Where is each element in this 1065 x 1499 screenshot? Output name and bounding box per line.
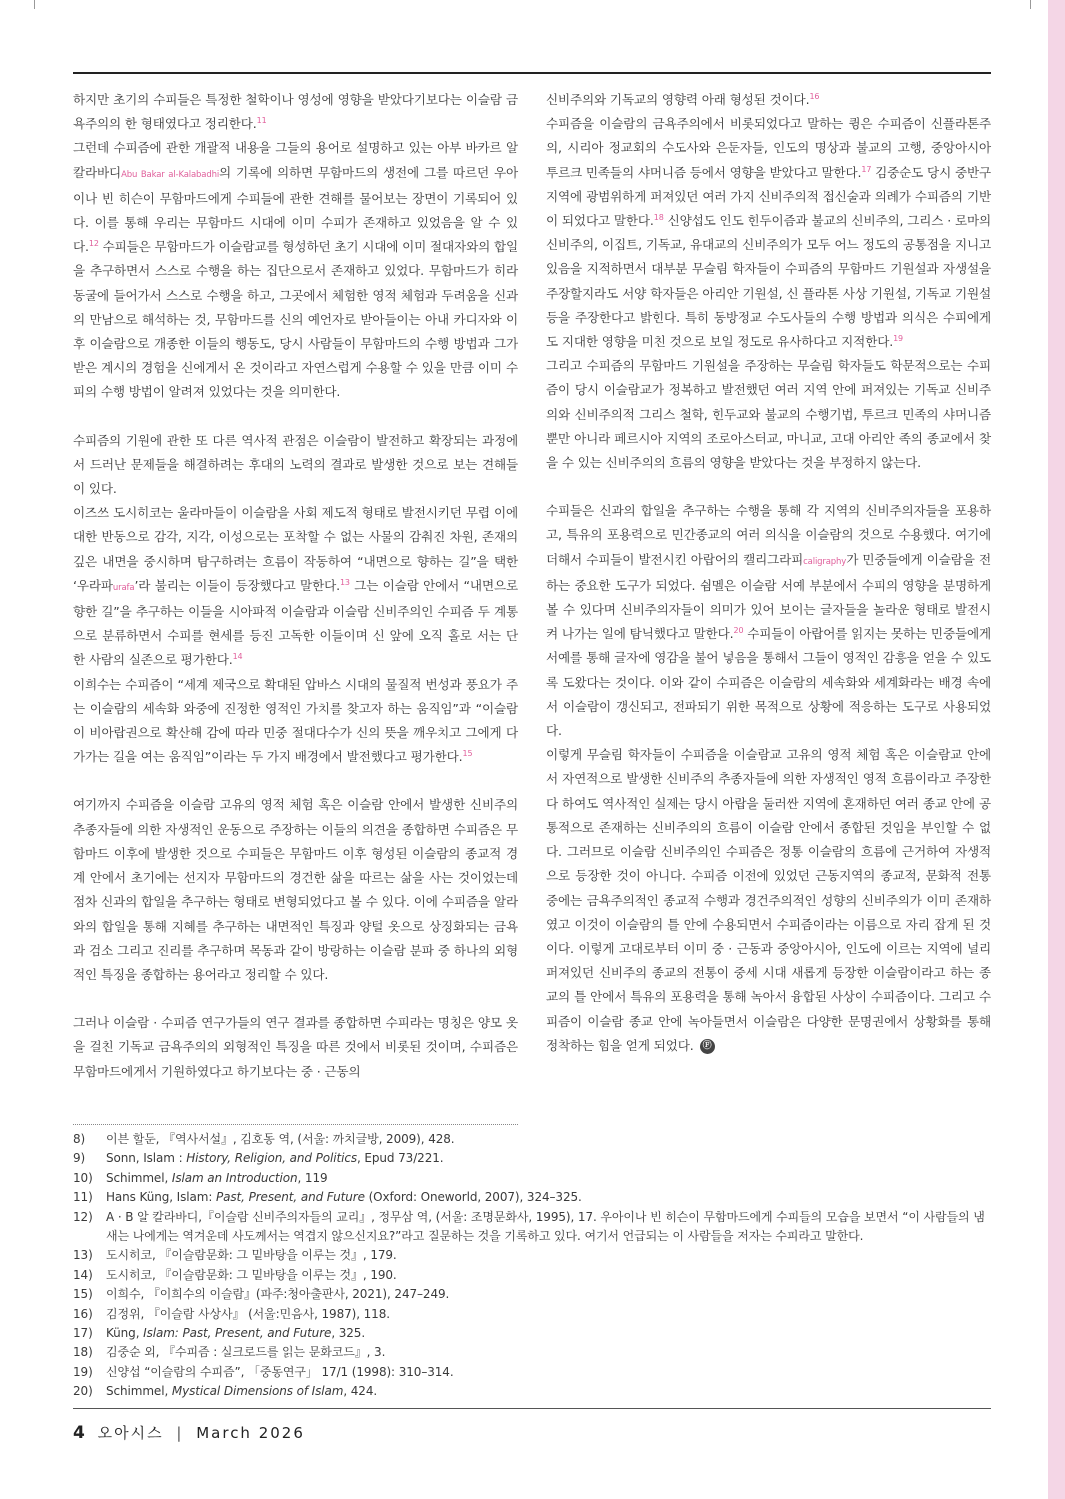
paragraph	[73, 136, 518, 404]
text-run: 김정위, 『이슬람 사상사』 (서울:민음사, 1987), 118.	[106, 1306, 390, 1321]
footnote	[73, 1382, 993, 1401]
text-run: 이븐 할둔, 『역사서설』, 김호동 역, (서울: 까치글방, 2009), 428.	[106, 1132, 455, 1146]
original-term: caligraphy	[803, 556, 847, 567]
footnote	[73, 1208, 993, 1247]
original-term: Abu Bakar al-Kalabadhi	[121, 169, 220, 180]
text-run: ’라 불리는 이들이 등장했다고 말한다.	[134, 577, 340, 593]
text-run: 수피들은 신과의 합일을 추구하는 수행을 통해 각 지역의 신비주의자들을 포용하고, 특유의 포용력으로 민간종교의 여러 의식을 이슬람의 것으로 수용했다. 여기에 더해서 수피들이 발전시킨 아랍어의 캘리그라피	[546, 503, 991, 567]
italic-title: Islam: Past, Present, and Future	[143, 1326, 332, 1341]
text-run: A · B 알 칼라바디,『이슬람 신비주의자들의 교리』, 정무삼 역, (서울: 조명문화사, 1995), 17. 우아이나 빈 히슨이 무함마드에게 수피들의 모습을 보면서 “이 사람들의 냄새는 나에게는 역겨운데 사도께서는 역겹지 않으신지요?”라고 질문하는 것을 기록하고 있다. 여기서 언급되는 이 사람들을 저자는 수피라고 말한다.	[106, 1209, 985, 1244]
text-run: , 325.	[331, 1326, 366, 1341]
crop-mark-top-right	[1030, 0, 1031, 9]
text-run: , 119	[297, 1170, 328, 1185]
footnote-number: 18)	[73, 1345, 93, 1360]
footnote	[73, 1324, 993, 1343]
text-run: 이희수는 수피즘이 “세계 제국으로 확대된 압바스 시대의 물질적 번성과 풍요가 주는 이슬람의 세속화 와중에 진정한 영적인 가치를 찾고자 하는 움직임”과 “이슬람이 비아랍권으로 확산해 감에 따라 민중 절대다수가 신의 뜻을 깨우치고 그에게 다가가는 길을 여는 움직임”이라는 두 가지 배경에서 발전했다고 평가한다.	[73, 676, 518, 765]
page-number: 4	[73, 1423, 85, 1443]
footnote-number: 13)	[73, 1248, 93, 1263]
text-run: Schimmel,	[106, 1384, 172, 1399]
text-run: (Oxford: Oneworld, 2007), 324–325.	[364, 1190, 582, 1205]
left-column	[73, 88, 518, 1084]
footnote-number: 10)	[73, 1170, 93, 1185]
footnote-ref: 17	[861, 164, 872, 174]
text-run: 수피즘의 기원에 관한 또 다른 역사적 관점은 이슬람이 발전하고 확장되는 과정에서 드러난 문제들을 해결하려는 후대의 노력의 결과로 발생한 것으로 보는 견해들이 있다.	[73, 432, 518, 497]
folio-separator: |	[176, 1424, 184, 1442]
text-run: 여기까지 수피즘을 이슬람 고유의 영적 체험 혹은 이슬람 안에서 발생한 신비주의 추종자들에 의한 자생적인 운동으로 주장하는 이들의 의견을 종합하면 수피즘은 무함마드 이후에 발생한 것으로 수피들은 무함마드 이후 형성된 이슬람의 종교적 경계 안에서 초기에는 선지자 무함마드의 경건한 삶을 따르는 삶을 사는 것이었는데 점차 신과의 합일을 추구하는 형태로 변형되었다고 볼 수 있다. 이에 수피즘을 알라와의 합일을 통해 지혜를 추구하는 내면적인 특징과 양털 옷으로 상징화되는 금욕과 검소 그리고 진리를 추구하며 목동과 같이 방랑하는 이슬람 분파 중 하나의 외형적인 특징을 종합하는 용어라고 정리할 수 있다.	[73, 797, 518, 982]
text-run: 그는 이슬람 안에서 “내면으로 향한 길”을 추구하는 이들을 시아파적 이슬람과 이슬람 신비주의인 수피즘 두 계통으로 분류하면서 수피를 현세를 등진 고독한 이들이며 신 앞에 오직 홀로 서는 단 한 사람의 실존으로 평가한다.	[73, 577, 518, 668]
text-run: 하지만 초기의 수피들은 특정한 철학이나 영성에 영향을 받았다기보다는 이슬람 금욕주의의 한 형태였다고 정리한다.	[73, 92, 518, 132]
text-run: 도시히코, 『이슬람문화: 그 밑바탕을 이루는 것』, 179.	[106, 1248, 397, 1263]
footnote	[73, 1285, 993, 1304]
paragraph	[546, 88, 991, 112]
footnote-number: 16)	[73, 1306, 93, 1321]
text-run: 이희수, 『이희수의 이슬람』(파주:청아출판사, 2021), 247–249.	[106, 1287, 450, 1302]
footnote-number: 12)	[73, 1209, 93, 1224]
text-run: 수피즘을 이슬람의 금욕주의에서 비롯되었다고 말하는 큉은 수피즘이 신플라톤주의, 시리아 정교회의 수도사와 은둔자들, 인도의 명상과 불교의 고행, 중앙아시아 투르크 민족들의 샤머니즘 등에서 영향을 받았다고 말한다.	[546, 116, 991, 180]
footnote	[73, 1149, 993, 1168]
footnote-ref: 15	[462, 749, 473, 759]
paragraph	[73, 429, 518, 502]
text-run: 신양섭도 인도 힌두이즘과 불교의 신비주의, 그리스 · 로마의 신비주의, 이집트, 기독교, 유대교의 신비주의가 모두 어느 정도의 공통점을 지니고 있음을 지적하면서 대부분 무슬림 학자들이 수피즘의 무함마드 기원설과 자생설을 주장할지라도 서양 학자들은 아리안 기원설, 신 플라톤 사상 기원설, 기독교 기원설 등을 주장한다고 밝힌다. 특히 동방정교 수도사들의 수행 방법과 의식은 수피에게도 지대한 영향을 미친 것으로 보일 정도로 유사하다고 지적한다.	[546, 213, 992, 350]
footnote-number: 17)	[73, 1326, 93, 1341]
right-column	[546, 88, 991, 1058]
text-run: 수피들이 아랍어를 읽지는 못하는 민중들에게 서예를 통해 글자에 영감을 불어 넣음을 통해서 그들이 영적인 감흥을 얻을 수 있도록 도왔다는 것이다. 이와 같이 수피즘은 이슬람의 세속화와 세계화라는 배경 속에서 이슬람이 갱신되고, 전파되기 위한 목적으로 상황에 적응하는 도구로 사용되었다.	[546, 626, 992, 739]
magazine-name: 오아시스	[97, 1424, 164, 1442]
footnote-number: 19)	[73, 1364, 93, 1379]
italic-title: Islam an Introduction	[171, 1170, 298, 1185]
text-run: 가 민중들에게 이슬람을 전하는 중요한 도구가 되었다. 쉼멜은 이슬람 서예 부분에서 수피의 영향을 분명하게 볼 수 있다며 신비주의자들이 의미가 있어 보이는 글자들을 놀라운 형태로 발전시켜 나가는 일에 탐닉했다고 말한다.	[546, 551, 991, 642]
side-color-strip	[1048, 0, 1065, 1499]
footnote-ref: 18	[653, 212, 664, 222]
footnote-ref: 12	[88, 239, 99, 249]
italic-title: Mystical Dimensions of Islam	[171, 1384, 344, 1399]
footnote-number: 15)	[73, 1287, 93, 1302]
footnote	[73, 1305, 993, 1324]
footnote-ref: 14	[232, 652, 243, 662]
text-run: Hans Küng, Islam:	[106, 1190, 217, 1205]
footnote	[73, 1363, 993, 1382]
footnote	[73, 1188, 993, 1207]
issue-date: March 2026	[196, 1424, 305, 1442]
folio	[73, 1422, 305, 1443]
paragraph	[73, 501, 518, 672]
footnote-number: 20)	[73, 1384, 93, 1399]
end-mark-icon: Ⓕ	[700, 1039, 715, 1054]
paragraph	[73, 673, 518, 770]
top-rule	[73, 72, 991, 74]
footnotes	[73, 1130, 993, 1402]
italic-title: Past, Present, and Future	[216, 1190, 365, 1205]
footnote-ref: 20	[733, 626, 744, 636]
paragraph	[546, 112, 991, 354]
text-run: 의 기록에 의하면 무함마드의 생전에 그를 따르던 우아이나 빈 히슨이 무함마드에게 수피들에 관한 견해를 물어보는 장면이 기록되어 있다. 이를 통해 우리는 무함마드 시대에 이미 수피가 존재하고 있었음을 알 수 있다.	[73, 164, 518, 255]
text-run: 이즈쓰 도시히코는 울라마들이 이슬람을 사회 제도적 형태로 발전시키던 무렵 이에 대한 반동으로 감각, 지각, 이성으로는 포착할 수 없는 사물의 감춰진 차원, 존재의 깊은 내면을 중시하며 탐구하려는 흐름이 작동하여 “내면으로 향하는 길”을 택한 ‘우라파	[73, 505, 518, 593]
footnote-ref: 16	[809, 91, 820, 101]
original-term: urafa	[112, 582, 135, 593]
text-run: 수피들은 무함마드가 이슬람교를 형성하던 초기 시대에 이미 절대자와의 합일을 추구하면서 스스로 수행을 하는 집단으로서 존재하고 있었다. 무함마드가 히라 동굴에 들어가서 스스로 수행을 하고, 그곳에서 체험한 영적 체험과 두려움을 신과의 만남으로 해석하는 것, 무함마드를 신의 예언자로 받아들이는 아내 카디자와 이후 이슬람으로 개종한 이들의 행동도, 당시 사람들이 무함마드의 수행 방법과 그가 받은 계시의 경험을 신에게서 온 것이라고 자연스럽게 수용할 수 있을 만큼 이미 수피의 수행 방법이 알려져 있었다는 것을 의미한다.	[73, 239, 518, 400]
crop-mark-top-left	[34, 0, 35, 9]
paragraph	[546, 499, 991, 743]
paragraph	[73, 1011, 518, 1084]
footnote	[73, 1169, 993, 1188]
paragraph	[546, 743, 991, 1058]
footnote-number: 11)	[73, 1190, 93, 1205]
footnote	[73, 1266, 993, 1285]
text-run: 김중순 외, 『수피즘 : 실크로드를 읽는 문화코드』, 3.	[106, 1345, 386, 1360]
bottom-rule	[73, 1408, 991, 1409]
text-run: 그런데 수피즘에 관한 개괄적 내용을 그들의 용어로 설명하고 있는 아부 바카르 알 칼라바디	[73, 140, 518, 180]
text-run: 신비주의와 기독교의 영향력 아래 형성된 것이다.	[546, 92, 810, 107]
text-run: , Epud 73/221.	[356, 1151, 444, 1166]
footnote-number: 8)	[73, 1132, 86, 1146]
text-run: 김중순도 당시 중반구 지역에 광범위하게 퍼져있던 여러 가지 신비주의적 접신술과 의례가 수피즘의 기반이 되었다고 말한다.	[546, 164, 991, 229]
paragraph	[546, 354, 991, 475]
paragraph	[73, 793, 518, 987]
text-run: 그러나 이슬람 · 수피즘 연구가들의 연구 결과를 종합하면 수피라는 명칭은 양모 옷을 걸친 기독교 금욕주의의 외형적인 특징을 따른 것에서 비롯된 것이며, 수피즘은 무함마드에게서 기원하였다고 하기보다는 중 · 근동의	[73, 1015, 518, 1079]
text-run: Sonn, Islam :	[106, 1151, 187, 1166]
footnote-separator	[73, 1124, 518, 1125]
text-run: , 424.	[343, 1384, 378, 1399]
footnote-number: 9)	[73, 1151, 86, 1166]
footnote-ref: 13	[339, 577, 350, 587]
paragraph	[73, 88, 518, 136]
footnote	[73, 1343, 993, 1362]
footnote-ref: 19	[893, 333, 903, 343]
italic-title: History, Religion, and Politics	[186, 1151, 357, 1166]
footnote-ref: 11	[256, 116, 267, 126]
footnote-number: 14)	[73, 1267, 93, 1282]
footnote	[73, 1130, 993, 1149]
text-run: Schimmel,	[106, 1170, 172, 1185]
text-run: 도시히코, 『이슬람문화: 그 밑바탕을 이루는 것』, 190.	[106, 1267, 397, 1282]
text-run: Küng,	[106, 1326, 144, 1341]
text-run: 이렇게 무슬림 학자들이 수피즘을 이슬람교 고유의 영적 체험 혹은 이슬람교 안에서 자연적으로 발생한 신비주의 추종자들에 의한 자생적인 영적 흐름이라고 주장한다 하여도 역사적인 실제는 당시 아랍을 둘러싼 지역에 혼재하던 여러 종교 안에 공통적으로 존재하는 신비주의의 흐름이 이슬람 안에서 종합된 것임을 부인할 수 없다. 그러므로 이슬람 신비주의인 수피즘은 정통 이슬람의 흐름에 근거하여 자생적으로 등장한 것이 아니다. 수피즘 이전에 있었던 근동지역의 종교적, 문화적 전통 중에는 금욕주의적인 종교적 수행과 경건주의적인 성향의 신비주의가 이미 존재하였고 이것이 이슬람의 틀 안에 수용되면서 수피즘이라는 이름으로 자리 잡게 된 것이다. 이렇게 고대로부터 이미 중 · 근동과 중앙아시아, 인도에 이르는 지역에 널리 퍼져있던 신비주의 종교의 전통이 중세 시대 새롭게 등장한 이슬람이라고 하는 종교의 틀 안에서 특유의 포용력을 통해 녹아서 융합된 사상이 수피즘이다. 그리고 수피즘이 이슬람 종교 안에 녹아들면서 이슬람은 다양한 문명권에서 상황화를 통해 정착하는 힘을 얻게 되었다.	[546, 747, 991, 1053]
text-run: 신양섭 “이슬람의 수피즘”, 「중동연구」 17/1 (1998): 310–314.	[106, 1364, 454, 1379]
text-run: 그리고 수피즘의 무함마드 기원설을 주장하는 무슬림 학자들도 학문적으로는 수피즘이 당시 이슬람교가 정복하고 발전했던 여러 지역 안에 퍼져있는 기독교 신비주의와 신비주의적 그리스 철학, 힌두교와 불교의 수행기법, 투르크 민족의 샤머니즘 뿐만 아니라 페르시아 지역의 조로아스터교, 마니교, 고대 아리안 족의 종교에서 찾을 수 있는 신비주의의 흐름의 영향을 받았다는 것을 부정하지 않는다.	[546, 358, 991, 471]
footnote	[73, 1246, 993, 1265]
